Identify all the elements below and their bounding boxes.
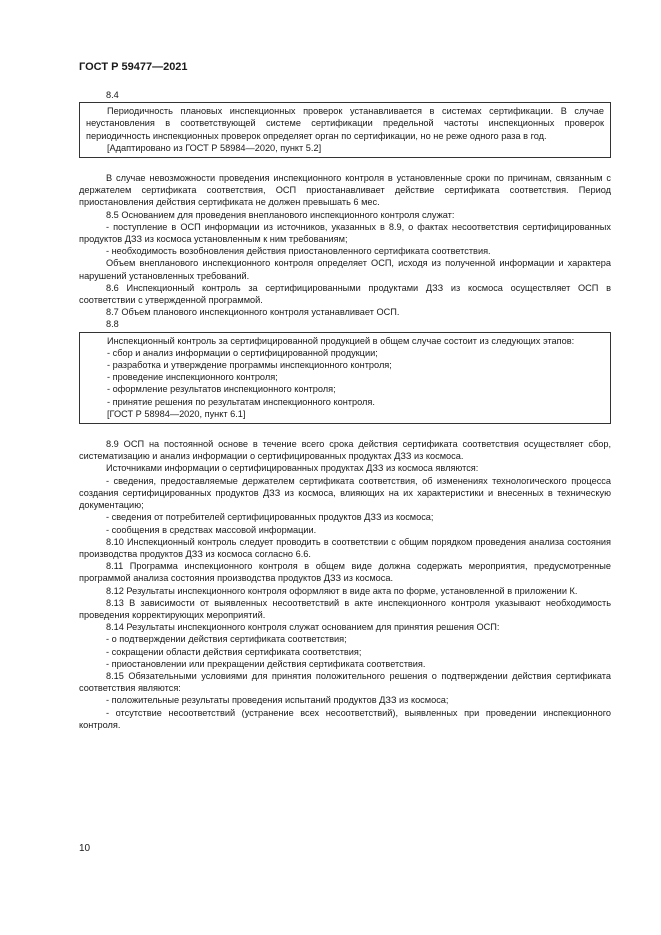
list-item: - проведение инспекционного контроля; xyxy=(107,372,278,383)
paragraph: - приостановлении или прекращении действия сертификата соответствия. xyxy=(106,658,426,669)
paragraph: - отсутствие несоответствий (устранение всех несоответствий), выявленных при проведении инспекционного контроля. xyxy=(79,707,611,730)
document-header: ГОСТ Р 59477—2021 xyxy=(79,61,188,73)
clause-number: 8.4 xyxy=(106,90,119,100)
paragraph: 8.9 ОСП на постоянной основе в течение всего срока действия сертификата соответствия осуществляет сбор, систематизацию и анализ информации о сертифицированных продуктах ДЗЗ из космоса. xyxy=(79,439,611,462)
paragraph: 8.6 Инспекционный контроль за сертифицированными продуктами ДЗЗ из космоса осуществляет ОСП в соответствии с утвержденной программой. xyxy=(79,282,611,306)
quote-reference: [ГОСТ Р 58984—2020, пункт 6.1] xyxy=(107,408,246,419)
quote-paragraph: Периодичность плановых инспекционных проверок устанавливается в системах сертификации. В случае неустановления в соответствующей системе сертификации предельной частоты инспекционных проверок периодичность инспекционных проверок определяет орган по сертификации, но не реже одного раза в год. xyxy=(86,106,604,141)
paragraph: 8.11 Программа инспекционного контроля в общем виде должна содержать мероприятия, предусмотренные программой анализа состояния производства продуктов ДЗЗ из космоса. xyxy=(79,561,611,584)
paragraph: Объем внепланового инспекционного контроля определяет ОСП, исходя из полученной информации и характера нарушений установленных требований. xyxy=(79,258,611,281)
paragraph: 8.7 Объем планового инспекционного контроля устанавливает ОСП. xyxy=(106,307,400,318)
page-number: 10 xyxy=(79,843,91,854)
list-item: - разработка и утверждение программы инспекционного контроля; xyxy=(107,360,392,371)
paragraph: 8.5 Основанием для проведения внепланового инспекционного контроля служат: xyxy=(106,209,455,220)
paragraph: В случае невозможности проведения инспекционного контроля в установленные сроки по причинам, связанным с держателем сертификата соответствия, ОСП приостанавливает действие сертификата соответствия. Период приостановления действия сертификата не должен превышать 6 мес. xyxy=(79,173,611,208)
quote-box-8-8 xyxy=(79,332,611,424)
clause-number: 8.8 xyxy=(106,319,119,330)
paragraph: - о подтверждении действия сертификата соответствия; xyxy=(106,634,347,645)
paragraph: - сокращении области действия сертификата соответствия; xyxy=(106,646,362,657)
quote-reference: [Адаптировано из ГОСТ Р 58984—2020, пункт 5.2] xyxy=(107,142,322,153)
paragraph: - положительные результаты проведения испытаний продуктов ДЗЗ из космоса; xyxy=(106,695,449,706)
list-item: - принятие решения по результатам инспекционного контроля. xyxy=(107,396,375,407)
paragraph: 8.14 Результаты инспекционного контроля служат основанием для принятия решения ОСП: xyxy=(106,622,500,633)
paragraph: Источниками информации о сертифицированных продуктах ДЗЗ из космоса являются: xyxy=(106,463,479,474)
list-item: - оформление результатов инспекционного контроля; xyxy=(107,384,336,395)
paragraph: - сведения, предоставляемые держателем сертификата соответствия, об изменениях технологического процесса создания сертифицированных продуктов ДЗЗ из космоса, влияющих на их характеристики и внесенных в техническую документацию; xyxy=(79,475,611,511)
page-content xyxy=(79,89,611,731)
paragraph: 8.10 Инспекционный контроль следует проводить в соответствии с общим порядком проведения анализа состояния производства продуктов ДЗЗ из космоса согласно 6.6. xyxy=(79,536,611,559)
paragraph: - необходимость возобновления действия приостановленного сертификата соответствия. xyxy=(106,246,491,257)
paragraph: 8.13 В зависимости от выявленных несоответствий в акте инспекционного контроля указывают необходимость проведения корректирующих мероприятий. xyxy=(79,597,611,620)
paragraph: - сведения от потребителей сертифицированных продуктов ДЗЗ из космоса; xyxy=(106,512,434,523)
paragraph: 8.15 Обязательными условиями для принятия положительного решения о подтверждении действия сертификата соответствия являются: xyxy=(79,670,611,694)
quote-paragraph: Инспекционный контроль за сертифицированной продукцией в общем случае состоит из следующих этапов: xyxy=(107,335,575,346)
quote-box-8-4 xyxy=(79,102,611,158)
paragraph: - сообщения в средствах массовой информации. xyxy=(106,524,317,535)
paragraph: 8.12 Результаты инспекционного контроля оформляют в виде акта по форме, установленной в приложении К. xyxy=(106,585,578,596)
list-item: - сбор и анализ информации о сертифицированной продукции; xyxy=(107,347,378,358)
paragraph: - поступление в ОСП информации из источников, указанных в 8.9, о фактах несоответствия сертифицированных продуктов ДЗЗ из космоса установленным к ним требованиям; xyxy=(79,221,611,245)
